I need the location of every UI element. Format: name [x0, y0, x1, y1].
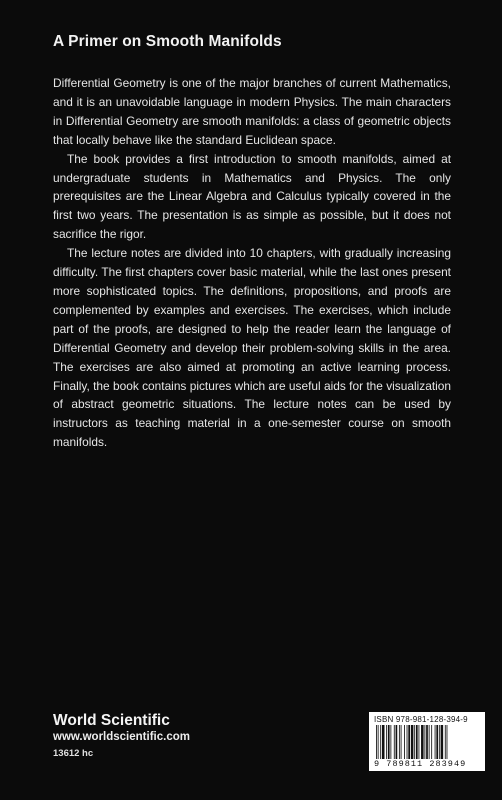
publisher-name: World Scientific: [53, 712, 170, 729]
description-paragraph: The lecture notes are divided into 10 chapters, with gradually increasing difficulty. The first chapters cover basic material, while the last ones present more sophisticated topics. The definitions, propositions, and proofs are complemented by examples and exercises. The exercises, which include part of the proofs, are designed to help the reader learn the language of Differential Geometry and develop their problem-solving skills in the area. The exercises are also aimed at promoting an active learning process. Finally, the book contains pictures which are useful aids for the visualization of abstract geometric situations. The lecture notes can be used by instructors as teaching material in a one-semester course on smooth manifolds.: [53, 246, 451, 450]
isbn-label: ISBN 978-981-128-394-9: [374, 715, 468, 724]
description-paragraph: Differential Geometry is one of the major branches of current Mathematics, and it is an unavoidable language in modern Physics. The main characters in Differential Geometry are smooth manifolds: a class of geometric objects that locally behave like the standard Euclidean space.: [53, 76, 451, 147]
barcode-digits: 9 789811 283949: [374, 759, 467, 769]
description-paragraph: The book provides a first introduction to smooth manifolds, aimed at undergraduate students in Mathematics and Physics. The only prerequisites are the Linear Algebra and Calculus typically covered in the first two years. The presentation is as simple as possible, but it does not sacrifice the rigor.: [53, 151, 451, 242]
publisher-url: www.worldscientific.com: [53, 731, 190, 743]
book-description: [53, 74, 451, 452]
isbn-barcode: [369, 712, 485, 771]
product-code: 13612 hc: [53, 748, 94, 759]
book-title: A Primer on Smooth Manifolds: [53, 33, 282, 50]
barcode-icon: [376, 725, 479, 759]
